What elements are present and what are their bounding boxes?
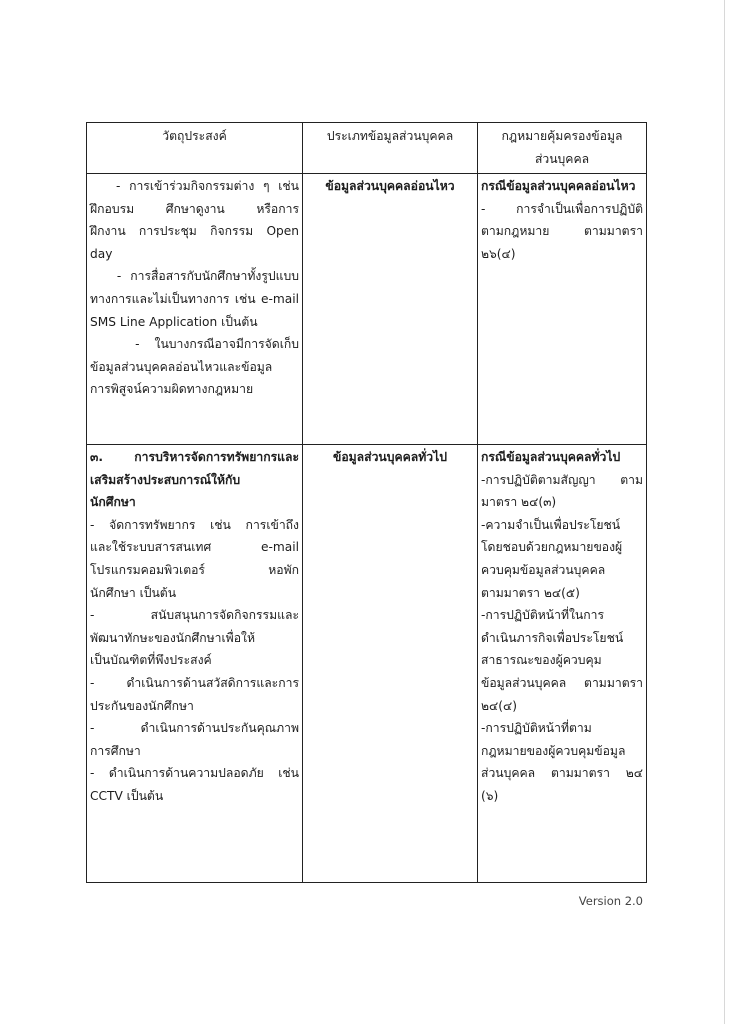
purpose-line: ทางการและไม่เป็นทางการ เช่น e-mail	[90, 291, 299, 306]
law-line: ดำเนินภารกิจเพื่อประโยชน์	[481, 630, 624, 645]
purpose-cell	[87, 445, 303, 883]
purpose-cell	[87, 174, 303, 445]
law-cell	[478, 445, 647, 883]
header-law: กฎหมายคุ้มครองข้อมูล ส่วนบุคคล	[478, 123, 647, 174]
law-line: โดยชอบด้วยกฎหมายของผู้	[481, 540, 623, 555]
purpose-line: ข้อมูลส่วนบุคคลอ่อนไหวและข้อมูล	[90, 359, 273, 374]
law-line: กฎหมายของผู้ควบคุมข้อมูล	[481, 743, 626, 758]
law-line: ๒๖(๔)	[481, 246, 516, 261]
purpose-heading-line: ๓. การบริหารจัดการทรัพยากรและ	[90, 450, 299, 464]
purpose-line: และใช้ระบบสารสนเทศ e-mail	[90, 540, 299, 555]
law-line: (๖)	[481, 788, 499, 803]
header-data-type: ประเภทข้อมูลส่วนบุคคล	[303, 123, 478, 174]
data-type-cell	[303, 174, 478, 445]
law-line: ควบคุมข้อมูลส่วนบุคคล	[481, 562, 606, 577]
page-edge	[724, 0, 725, 1024]
data-type-label: ข้อมูลส่วนบุคคลอ่อนไหว	[325, 179, 455, 193]
table-header-row	[87, 123, 647, 174]
pdpa-purpose-table	[86, 122, 647, 883]
law-line: -การปฏิบัติตามสัญญา ตาม	[481, 472, 643, 487]
data-type-cell	[303, 445, 478, 883]
law-line: ตามกฎหมาย ตามมาตรา	[481, 224, 643, 239]
purpose-line: โปรแกรมคอมพิวเตอร์ หอพัก	[90, 562, 299, 577]
purpose-line: เป็นบัณฑิตที่พึงประสงค์	[90, 653, 212, 668]
purpose-line: - จัดการทรัพยากร เช่น การเข้าถึง	[90, 517, 299, 532]
purpose-line: SMS Line Application เป็นต้น	[90, 314, 258, 329]
purpose-line: ฝึกอบรม ศึกษาดูงาน หรือการ	[90, 201, 299, 216]
law-line: ส่วนบุคคล ตามมาตรา ๒๔	[481, 766, 643, 781]
purpose-line: การศึกษา	[90, 743, 141, 758]
purpose-line: ประกันของนักศึกษา	[90, 698, 194, 713]
law-heading: กรณีข้อมูลส่วนบุคคลทั่วไป	[481, 450, 621, 464]
purpose-line: - ดำเนินการด้านประกันคุณภาพ	[90, 721, 299, 736]
purpose-line: - การเข้าร่วมกิจกรรมต่าง ๆ เช่น	[90, 179, 299, 193]
purpose-line: พัฒนาทักษะของนักศึกษาเพื่อให้	[90, 630, 256, 645]
purpose-line: - ดำเนินการด้านสวัสดิการและการ	[90, 675, 299, 690]
law-line: มาตรา ๒๔(๓)	[481, 495, 557, 510]
law-line: -การปฏิบัติหน้าที่ตาม	[481, 721, 592, 736]
purpose-line: - สนับสนุนการจัดกิจกรรมและ	[90, 608, 299, 623]
purpose-line: - ดำเนินการด้านความปลอดภัย เช่น	[90, 766, 299, 781]
purpose-line: - ในบางกรณีอาจมีการจัดเก็บ	[90, 337, 299, 352]
purpose-heading-line: นักศึกษา	[90, 495, 136, 510]
purpose-line: การพิสูจน์ความผิดทางกฎหมาย	[90, 382, 254, 397]
version-label: Version 2.0	[578, 894, 643, 908]
table-row	[87, 445, 647, 883]
law-heading: กรณีข้อมูลส่วนบุคคลอ่อนไหว	[481, 179, 636, 193]
data-type-label: ข้อมูลส่วนบุคคลทั่วไป	[332, 450, 448, 464]
purpose-heading-line: เสริมสร้างประสบการณ์ให้กับ	[90, 472, 241, 487]
table-row	[87, 174, 647, 445]
law-line: - การจำเป็นเพื่อการปฏิบัติ	[481, 201, 643, 216]
law-line: ข้อมูลส่วนบุคคล ตามมาตรา	[481, 675, 643, 690]
law-line: ๒๔(๔)	[481, 698, 517, 713]
law-line: -การปฏิบัติหน้าที่ในการ	[481, 608, 605, 623]
purpose-line: - การสื่อสารกับนักศึกษาทั้งรูปแบบ	[90, 269, 299, 284]
law-line: สาธารณะของผู้ควบคุม	[481, 653, 602, 668]
law-line: -ความจำเป็นเพื่อประโยชน์	[481, 517, 621, 532]
law-cell	[478, 174, 647, 445]
purpose-line: นักศึกษา เป็นต้น	[90, 585, 177, 600]
purpose-line: ฝึกงาน การประชุม กิจกรรม Open	[90, 224, 299, 239]
law-line: ตามมาตรา ๒๔(๕)	[481, 585, 580, 600]
header-purpose: วัตถุประสงค์	[87, 123, 303, 174]
purpose-line: day	[90, 246, 113, 261]
purpose-line: CCTV เป็นต้น	[90, 788, 164, 803]
